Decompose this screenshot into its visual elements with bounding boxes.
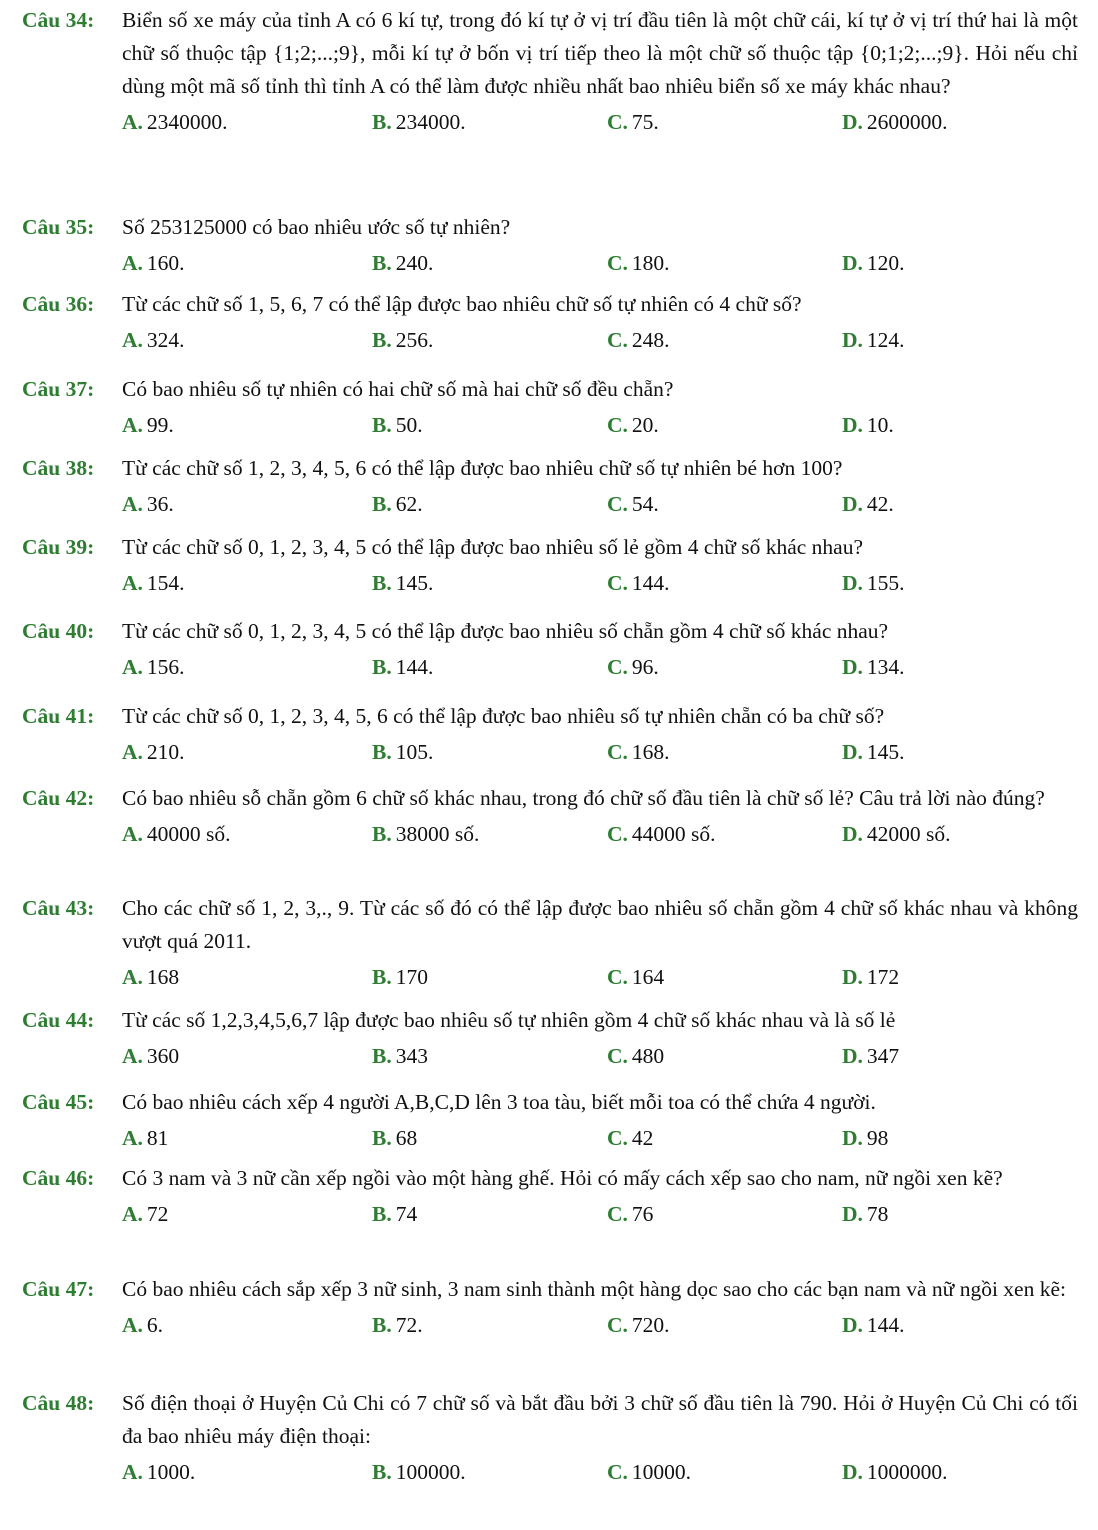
answer-options: [0, 567, 1098, 600]
answer-option[interactable]: [372, 736, 433, 769]
option-value: 10.: [866, 413, 894, 437]
answer-option[interactable]: [372, 1456, 466, 1489]
question-number: Câu 36:: [22, 292, 95, 316]
question-number: Câu 41:: [22, 704, 95, 728]
option-letter: C.: [607, 571, 628, 595]
question-number: Câu 48:: [22, 1391, 95, 1415]
option-value: 98: [866, 1126, 889, 1150]
question-block: [0, 452, 1098, 521]
answer-option[interactable]: [607, 651, 659, 684]
question-block: [0, 1004, 1098, 1073]
option-value: 145.: [866, 740, 905, 764]
option-value: 74: [395, 1202, 418, 1226]
option-value: 168.: [631, 740, 670, 764]
option-letter: B.: [372, 328, 392, 352]
option-letter: C.: [607, 655, 628, 679]
option-value: 324.: [146, 328, 185, 352]
option-letter: A.: [122, 965, 143, 989]
option-value: 40000 số.: [146, 822, 231, 846]
question-text: Cho các chữ số 1, 2, 3,., 9. Từ các số đó có thể lập được bao nhiêu số chẵn gồm 4 chữ số khác nhau và không vượt quá 2011.: [122, 896, 1078, 953]
question-text: Từ các chữ số 1, 5, 6, 7 có thể lập được bao nhiêu chữ số tự nhiên có 4 chữ số?: [122, 292, 802, 316]
option-value: 20.: [631, 413, 659, 437]
answer-options: [0, 961, 1098, 994]
option-value: 347: [866, 1044, 900, 1068]
answer-option[interactable]: [122, 736, 185, 769]
option-value: 75.: [631, 110, 659, 134]
question-block: [0, 700, 1098, 769]
option-value: 42: [631, 1126, 654, 1150]
option-letter: C.: [607, 328, 628, 352]
answer-option[interactable]: [122, 818, 231, 851]
option-value: 168: [146, 965, 180, 989]
answer-options: [0, 409, 1098, 442]
option-value: 6.: [146, 1313, 164, 1337]
option-letter: C.: [607, 740, 628, 764]
question-text: Có bao nhiêu sỗ chẵn gồm 6 chữ số khác nhau, trong đó chữ số đầu tiên là chữ số lẻ? Câu trả lời nào đúng?: [122, 786, 1045, 810]
answer-option[interactable]: [842, 736, 905, 769]
option-letter: A.: [122, 1313, 143, 1337]
option-letter: B.: [372, 413, 392, 437]
answer-options: [0, 324, 1098, 357]
answer-option[interactable]: [372, 961, 428, 994]
answer-option[interactable]: [842, 1122, 888, 1155]
answer-option[interactable]: [122, 961, 179, 994]
option-letter: B.: [372, 1313, 392, 1337]
answer-option[interactable]: [372, 1122, 417, 1155]
answer-option[interactable]: [842, 651, 905, 684]
option-letter: D.: [842, 1126, 863, 1150]
option-letter: C.: [607, 1044, 628, 1068]
option-value: 144.: [866, 1313, 905, 1337]
question-text: Từ các số 1,2,3,4,5,6,7 lập được bao nhiêu số tự nhiên gồm 4 chữ số khác nhau và là số lẻ: [122, 1008, 896, 1032]
question-text: Có bao nhiêu số tự nhiên có hai chữ số mà hai chữ số đều chẵn?: [122, 377, 674, 401]
answer-option[interactable]: [607, 1456, 691, 1489]
question-block: [0, 531, 1098, 600]
answer-options: [0, 651, 1098, 684]
answer-option[interactable]: [842, 1198, 888, 1231]
question-text: Từ các chữ số 1, 2, 3, 4, 5, 6 có thể lập được bao nhiêu chữ số tự nhiên bé hơn 100?: [122, 456, 843, 480]
option-letter: C.: [607, 1460, 628, 1484]
option-letter: B.: [372, 1044, 392, 1068]
question-stem: [0, 1162, 1098, 1195]
question-number: Câu 34:: [22, 8, 95, 32]
option-value: 50.: [395, 413, 423, 437]
option-letter: A.: [122, 328, 143, 352]
question-stem: [0, 452, 1098, 485]
answer-option[interactable]: [842, 247, 905, 280]
question-block: [0, 1162, 1098, 1231]
question-block: [0, 1387, 1098, 1489]
question-text: Từ các chữ số 0, 1, 2, 3, 4, 5 có thể lập được bao nhiêu số lẻ gồm 4 chữ số khác nhau?: [122, 535, 864, 559]
option-value: 180.: [631, 251, 670, 275]
answer-option[interactable]: [122, 106, 228, 139]
answer-option[interactable]: [607, 567, 670, 600]
question-number: Câu 46:: [22, 1166, 95, 1190]
option-value: 134.: [866, 655, 905, 679]
answer-option[interactable]: [372, 818, 479, 851]
option-value: 72: [146, 1202, 169, 1226]
question-stem: [0, 1273, 1098, 1306]
answer-option[interactable]: [122, 1309, 163, 1342]
option-value: 144.: [631, 571, 670, 595]
answer-option[interactable]: [122, 1040, 179, 1073]
option-value: 1000.: [146, 1460, 196, 1484]
answer-option[interactable]: [607, 409, 659, 442]
answer-option[interactable]: [372, 106, 466, 139]
answer-option[interactable]: [842, 1309, 905, 1342]
option-letter: C.: [607, 251, 628, 275]
answer-option[interactable]: [372, 488, 423, 521]
option-value: 105.: [395, 740, 434, 764]
answer-option[interactable]: [122, 651, 185, 684]
answer-option[interactable]: [372, 1040, 428, 1073]
option-letter: A.: [122, 822, 143, 846]
answer-option[interactable]: [607, 1040, 664, 1073]
question-text: Từ các chữ số 0, 1, 2, 3, 4, 5, 6 có thể lập được bao nhiêu số tự nhiên chẵn có ba chữ số?: [122, 704, 885, 728]
option-value: 720.: [631, 1313, 670, 1337]
option-value: 96.: [631, 655, 659, 679]
option-letter: A.: [122, 251, 143, 275]
option-value: 234000.: [395, 110, 466, 134]
question-block: [0, 4, 1098, 139]
answer-option[interactable]: [607, 1122, 653, 1155]
question-number: Câu 37:: [22, 377, 95, 401]
option-value: 156.: [146, 655, 185, 679]
question-number: Câu 42:: [22, 786, 95, 810]
answer-option[interactable]: [842, 409, 894, 442]
question-stem: [0, 4, 1098, 103]
answer-options: [0, 247, 1098, 280]
option-value: 42.: [866, 492, 894, 516]
option-value: 10000.: [631, 1460, 692, 1484]
option-letter: B.: [372, 965, 392, 989]
option-value: 154.: [146, 571, 185, 595]
question-text: Có bao nhiêu cách xếp 4 người A,B,C,D lên 3 toa tàu, biết mỗi toa có thể chứa 4 người.: [122, 1090, 876, 1114]
option-letter: C.: [607, 965, 628, 989]
answer-option[interactable]: [607, 1309, 670, 1342]
question-number: Câu 43:: [22, 896, 95, 920]
question-stem: [0, 700, 1098, 733]
answer-option[interactable]: [607, 818, 716, 851]
question-number: Câu 38:: [22, 456, 95, 480]
question-block: [0, 1086, 1098, 1155]
option-letter: D.: [842, 965, 863, 989]
option-letter: D.: [842, 1044, 863, 1068]
answer-options: [0, 1198, 1098, 1231]
option-letter: D.: [842, 655, 863, 679]
option-letter: D.: [842, 822, 863, 846]
question-block: [0, 615, 1098, 684]
answer-options: [0, 1040, 1098, 1073]
answer-option[interactable]: [372, 1198, 417, 1231]
option-letter: A.: [122, 492, 143, 516]
answer-option[interactable]: [122, 1456, 195, 1489]
option-value: 68: [395, 1126, 418, 1150]
option-letter: D.: [842, 110, 863, 134]
option-letter: D.: [842, 740, 863, 764]
option-value: 36.: [146, 492, 174, 516]
option-letter: A.: [122, 740, 143, 764]
option-letter: A.: [122, 1460, 143, 1484]
option-value: 343: [395, 1044, 428, 1068]
option-letter: A.: [122, 571, 143, 595]
option-value: 164: [631, 965, 665, 989]
option-letter: A.: [122, 110, 143, 134]
option-letter: D.: [842, 251, 863, 275]
option-letter: A.: [122, 1126, 143, 1150]
answer-option[interactable]: [122, 247, 185, 280]
option-value: 44000 số.: [631, 822, 716, 846]
question-number: Câu 44:: [22, 1008, 95, 1032]
option-value: 62.: [395, 492, 423, 516]
question-block: [0, 1273, 1098, 1342]
question-block: [0, 782, 1098, 851]
option-value: 72.: [395, 1313, 423, 1337]
question-text: Số điện thoại ở Huyện Củ Chi có 7 chữ số và bắt đầu bởi 3 chữ số đầu tiên là 790. Hỏi ở Huyện Củ Chi có tối đa bao nhiêu máy điện thoại:: [122, 1391, 1078, 1448]
option-letter: D.: [842, 1313, 863, 1337]
answer-options: [0, 736, 1098, 769]
answer-option[interactable]: [607, 961, 664, 994]
question-stem: [0, 288, 1098, 321]
option-letter: C.: [607, 1313, 628, 1337]
option-letter: B.: [372, 655, 392, 679]
option-value: 1000000.: [866, 1460, 948, 1484]
option-letter: D.: [842, 1460, 863, 1484]
answer-option[interactable]: [607, 488, 659, 521]
option-letter: C.: [607, 413, 628, 437]
answer-option[interactable]: [842, 106, 948, 139]
question-number: Câu 35:: [22, 215, 95, 239]
question-stem: [0, 1004, 1098, 1037]
option-value: 81: [146, 1126, 169, 1150]
answer-option[interactable]: [122, 488, 174, 521]
question-stem: [0, 782, 1098, 815]
answer-option[interactable]: [372, 651, 433, 684]
option-letter: D.: [842, 328, 863, 352]
option-value: 144.: [395, 655, 434, 679]
option-letter: D.: [842, 492, 863, 516]
option-letter: B.: [372, 1202, 392, 1226]
option-letter: D.: [842, 571, 863, 595]
question-text: Số 253125000 có bao nhiêu ước số tự nhiên?: [122, 215, 511, 239]
question-number: Câu 47:: [22, 1277, 95, 1301]
question-stem: [0, 531, 1098, 564]
option-value: 100000.: [395, 1460, 466, 1484]
option-value: 256.: [395, 328, 434, 352]
answer-option[interactable]: [842, 818, 951, 851]
option-letter: D.: [842, 413, 863, 437]
question-number: Câu 40:: [22, 619, 95, 643]
answer-option[interactable]: [607, 247, 670, 280]
option-value: 78: [866, 1202, 889, 1226]
question-stem: [0, 892, 1098, 958]
option-value: 145.: [395, 571, 434, 595]
option-value: 240.: [395, 251, 434, 275]
answer-option[interactable]: [842, 324, 905, 357]
option-letter: C.: [607, 822, 628, 846]
option-value: 124.: [866, 328, 905, 352]
question-stem: [0, 1086, 1098, 1119]
option-letter: D.: [842, 1202, 863, 1226]
answer-options: [0, 818, 1098, 851]
question-stem: [0, 373, 1098, 406]
answer-option[interactable]: [122, 1198, 168, 1231]
option-letter: B.: [372, 251, 392, 275]
answer-option[interactable]: [607, 736, 670, 769]
option-value: 210.: [146, 740, 185, 764]
option-value: 2600000.: [866, 110, 948, 134]
answer-option[interactable]: [842, 1040, 899, 1073]
question-block: [0, 288, 1098, 357]
option-letter: B.: [372, 1126, 392, 1150]
question-text: Từ các chữ số 0, 1, 2, 3, 4, 5 có thể lập được bao nhiêu số chẵn gồm 4 chữ số khác nhau?: [122, 619, 889, 643]
option-value: 38000 số.: [395, 822, 480, 846]
answer-option[interactable]: [607, 106, 659, 139]
option-letter: B.: [372, 822, 392, 846]
question-number: Câu 39:: [22, 535, 95, 559]
option-value: 2340000.: [146, 110, 228, 134]
option-letter: B.: [372, 110, 392, 134]
question-block: [0, 892, 1098, 994]
question-text: Có bao nhiêu cách sắp xếp 3 nữ sinh, 3 nam sinh thành một hàng dọc sao cho các bạn nam và nữ ngồi xen kẽ:: [122, 1277, 1066, 1301]
option-letter: C.: [607, 110, 628, 134]
question-stem: [0, 1387, 1098, 1453]
answer-option[interactable]: [372, 567, 433, 600]
option-letter: C.: [607, 492, 628, 516]
answer-option[interactable]: [122, 324, 185, 357]
answer-option[interactable]: [122, 567, 185, 600]
answer-options: [0, 1309, 1098, 1342]
answer-option[interactable]: [842, 567, 905, 600]
answer-option[interactable]: [842, 488, 894, 521]
answer-option[interactable]: [607, 324, 670, 357]
answer-option[interactable]: [372, 247, 433, 280]
answer-option[interactable]: [372, 409, 423, 442]
answer-option[interactable]: [372, 324, 433, 357]
option-value: 155.: [866, 571, 905, 595]
option-value: 360: [146, 1044, 180, 1068]
question-text: Có 3 nam và 3 nữ cần xếp ngồi vào một hàng ghế. Hỏi có mấy cách xếp sao cho nam, nữ ngồi xen kẽ?: [122, 1166, 1003, 1190]
question-block: [0, 211, 1098, 280]
option-value: 248.: [631, 328, 670, 352]
question-stem: [0, 615, 1098, 648]
option-value: 480: [631, 1044, 665, 1068]
answer-option[interactable]: [372, 1309, 423, 1342]
question-block: [0, 373, 1098, 442]
answer-options: [0, 1122, 1098, 1155]
option-letter: C.: [607, 1202, 628, 1226]
option-letter: B.: [372, 1460, 392, 1484]
question-stem: [0, 211, 1098, 244]
option-value: 76: [631, 1202, 654, 1226]
answer-option[interactable]: [122, 1122, 168, 1155]
option-value: 120.: [866, 251, 905, 275]
answer-options: [0, 488, 1098, 521]
option-value: 160.: [146, 251, 185, 275]
option-value: 42000 số.: [866, 822, 951, 846]
answer-options: [0, 1456, 1098, 1489]
option-value: 172: [866, 965, 900, 989]
answer-option[interactable]: [122, 409, 174, 442]
answer-option[interactable]: [842, 961, 899, 994]
question-number: Câu 45:: [22, 1090, 95, 1114]
option-value: 99.: [146, 413, 174, 437]
option-value: 54.: [631, 492, 659, 516]
question-text: Biển số xe máy của tỉnh A có 6 kí tự, trong đó kí tự ở vị trí đầu tiên là một chữ cái, kí tự ở vị trí thứ hai là một chữ số thuộc tập {1;2;...;9}, mỗi kí tự ở bốn vị trí tiếp theo là một chữ số thuộc tập {0;1;2;...;9}. Hỏi nếu chỉ dùng một mã số tỉnh thì tỉnh A có thể làm được nhiều nhất bao nhiêu biển số xe máy khác nhau?: [122, 8, 1078, 98]
option-value: 170: [395, 965, 428, 989]
answer-option[interactable]: [842, 1456, 948, 1489]
option-letter: B.: [372, 740, 392, 764]
option-letter: B.: [372, 571, 392, 595]
answer-options: [0, 106, 1098, 139]
option-letter: A.: [122, 1202, 143, 1226]
option-letter: A.: [122, 655, 143, 679]
answer-option[interactable]: [607, 1198, 653, 1231]
option-letter: B.: [372, 492, 392, 516]
option-letter: A.: [122, 1044, 143, 1068]
option-letter: A.: [122, 413, 143, 437]
option-letter: C.: [607, 1126, 628, 1150]
